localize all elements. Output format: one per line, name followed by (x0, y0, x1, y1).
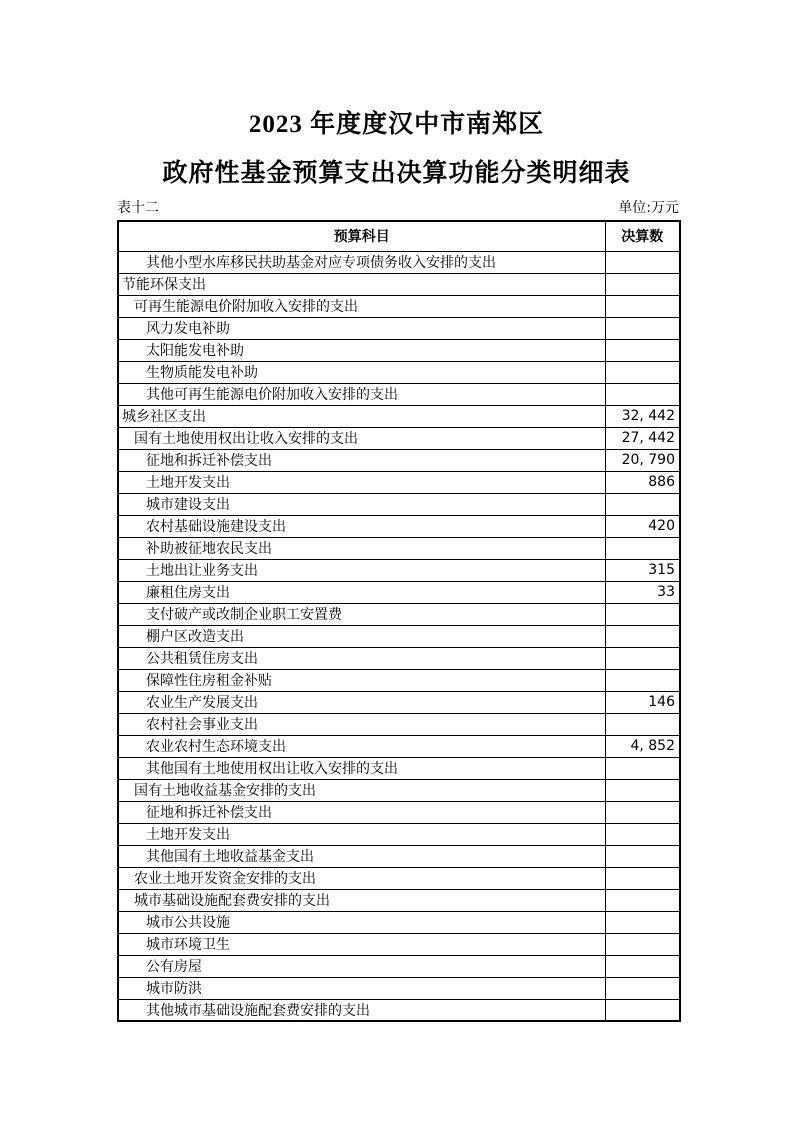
budget-item-value (605, 295, 680, 317)
budget-item-label: 城市环境卫生 (118, 933, 605, 955)
budget-item-value (605, 955, 680, 977)
table-row (118, 537, 680, 559)
page-title-line1: 2023 年度度汉中市南郑区 (248, 111, 545, 138)
budget-item-value: 33 (605, 581, 680, 603)
budget-item-value (605, 339, 680, 361)
budget-item-label: 征地和拆迁补偿支出 (118, 449, 605, 471)
budget-item-value (605, 361, 680, 383)
table-row (118, 339, 680, 361)
table-row (118, 801, 680, 823)
budget-item-label: 农村社会事业支出 (118, 713, 605, 735)
budget-item-value (605, 669, 680, 691)
table-row (118, 867, 680, 889)
budget-item-label: 土地出让业务支出 (118, 559, 605, 581)
budget-item-value (605, 977, 680, 999)
table-row (118, 669, 680, 691)
budget-item-value (605, 801, 680, 823)
table-row (118, 625, 680, 647)
budget-item-value (605, 537, 680, 559)
budget-item-label: 农业生产发展支出 (118, 691, 605, 713)
budget-item-value: 146 (605, 691, 680, 713)
budget-item-value (605, 823, 680, 845)
budget-item-value (605, 911, 680, 933)
unit-label: 单位:万元 (618, 200, 679, 216)
table-meta-row (117, 199, 679, 217)
budget-item-value (605, 603, 680, 625)
table-header-subject: 预算科目 (118, 221, 605, 251)
budget-item-value: 886 (605, 471, 680, 493)
budget-item-label: 农业土地开发资金安排的支出 (118, 867, 605, 889)
table-row (118, 449, 680, 471)
budget-item-label: 其他可再生能源电价附加收入安排的支出 (118, 383, 605, 405)
budget-item-label: 保障性住房租金补贴 (118, 669, 605, 691)
budget-item-label: 城市防洪 (118, 977, 605, 999)
table-row (118, 911, 680, 933)
budget-item-value: 27, 442 (605, 427, 680, 449)
budget-item-value: 315 (605, 559, 680, 581)
table-body (118, 251, 680, 1021)
budget-item-label: 国有土地使用权出让收入安排的支出 (118, 427, 605, 449)
table-row (118, 933, 680, 955)
table-row (118, 317, 680, 339)
budget-item-value (605, 779, 680, 801)
table-row (118, 757, 680, 779)
table-row (118, 977, 680, 999)
table-row (118, 361, 680, 383)
table-row (118, 691, 680, 713)
budget-item-label: 风力发电补助 (118, 317, 605, 339)
budget-item-value (605, 757, 680, 779)
table-row (118, 845, 680, 867)
budget-item-label: 支付破产或改制企业职工安置费 (118, 603, 605, 625)
budget-item-label: 太阳能发电补助 (118, 339, 605, 361)
budget-item-value (605, 889, 680, 911)
table-header-amount: 决算数 (605, 221, 680, 251)
budget-item-label: 节能环保支出 (118, 273, 605, 295)
table-container (117, 199, 679, 1022)
budget-item-label: 土地开发支出 (118, 823, 605, 845)
budget-item-value (605, 625, 680, 647)
budget-item-value (605, 999, 680, 1021)
budget-item-label: 城市建设支出 (118, 493, 605, 515)
budget-item-label: 补助被征地农民支出 (118, 537, 605, 559)
budget-item-label: 棚户区改造支出 (118, 625, 605, 647)
budget-item-value (605, 845, 680, 867)
table-index-label: 表十二 (117, 200, 159, 216)
budget-item-label: 生物质能发电补助 (118, 361, 605, 383)
budget-item-label: 土地开发支出 (118, 471, 605, 493)
budget-item-value: 4, 852 (605, 735, 680, 757)
table-row (118, 427, 680, 449)
table-row (118, 999, 680, 1021)
table-row (118, 405, 680, 427)
budget-item-value (605, 867, 680, 889)
budget-item-label: 其他城市基础设施配套费安排的支出 (118, 999, 605, 1021)
budget-item-label: 城市公共设施 (118, 911, 605, 933)
budget-item-label: 廉租住房支出 (118, 581, 605, 603)
budget-item-value (605, 933, 680, 955)
table-row (118, 273, 680, 295)
table-row (118, 823, 680, 845)
budget-item-value (605, 647, 680, 669)
budget-item-value (605, 317, 680, 339)
budget-item-value (605, 493, 680, 515)
table-row (118, 779, 680, 801)
budget-item-label: 征地和拆迁补偿支出 (118, 801, 605, 823)
table-row (118, 581, 680, 603)
table-row (118, 647, 680, 669)
budget-item-value: 420 (605, 515, 680, 537)
budget-item-label: 农村基础设施建设支出 (118, 515, 605, 537)
budget-item-label: 其他小型水库移民扶助基金对应专项债务收入安排的支出 (118, 251, 605, 273)
table-row (118, 559, 680, 581)
budget-item-label: 城乡社区支出 (118, 405, 605, 427)
budget-item-value: 32, 442 (605, 405, 680, 427)
table-row (118, 515, 680, 537)
table-row (118, 471, 680, 493)
budget-item-label: 国有土地收益基金安排的支出 (118, 779, 605, 801)
table-row (118, 383, 680, 405)
budget-item-value (605, 713, 680, 735)
budget-item-value: 20, 790 (605, 449, 680, 471)
budget-item-label: 其他国有土地使用权出让收入安排的支出 (118, 757, 605, 779)
budget-item-label: 可再生能源电价附加收入安排的支出 (118, 295, 605, 317)
budget-item-label: 公有房屋 (118, 955, 605, 977)
table-row (118, 493, 680, 515)
table-row (118, 251, 680, 273)
budget-item-value (605, 251, 680, 273)
budget-item-label: 公共租赁住房支出 (118, 647, 605, 669)
budget-item-label: 农业农村生态环境支出 (118, 735, 605, 757)
page-title-line2: 政府性基金预算支出决算功能分类明细表 (162, 160, 631, 187)
table-row (118, 735, 680, 757)
budget-item-value (605, 273, 680, 295)
table-row (118, 955, 680, 977)
table-row (118, 889, 680, 911)
budget-table (117, 220, 681, 1022)
table-header-row (118, 221, 680, 251)
table-row (118, 295, 680, 317)
budget-item-label: 城市基础设施配套费安排的支出 (118, 889, 605, 911)
budget-item-label: 其他国有土地收益基金支出 (118, 845, 605, 867)
table-row (118, 713, 680, 735)
table-row (118, 603, 680, 625)
budget-item-value (605, 383, 680, 405)
